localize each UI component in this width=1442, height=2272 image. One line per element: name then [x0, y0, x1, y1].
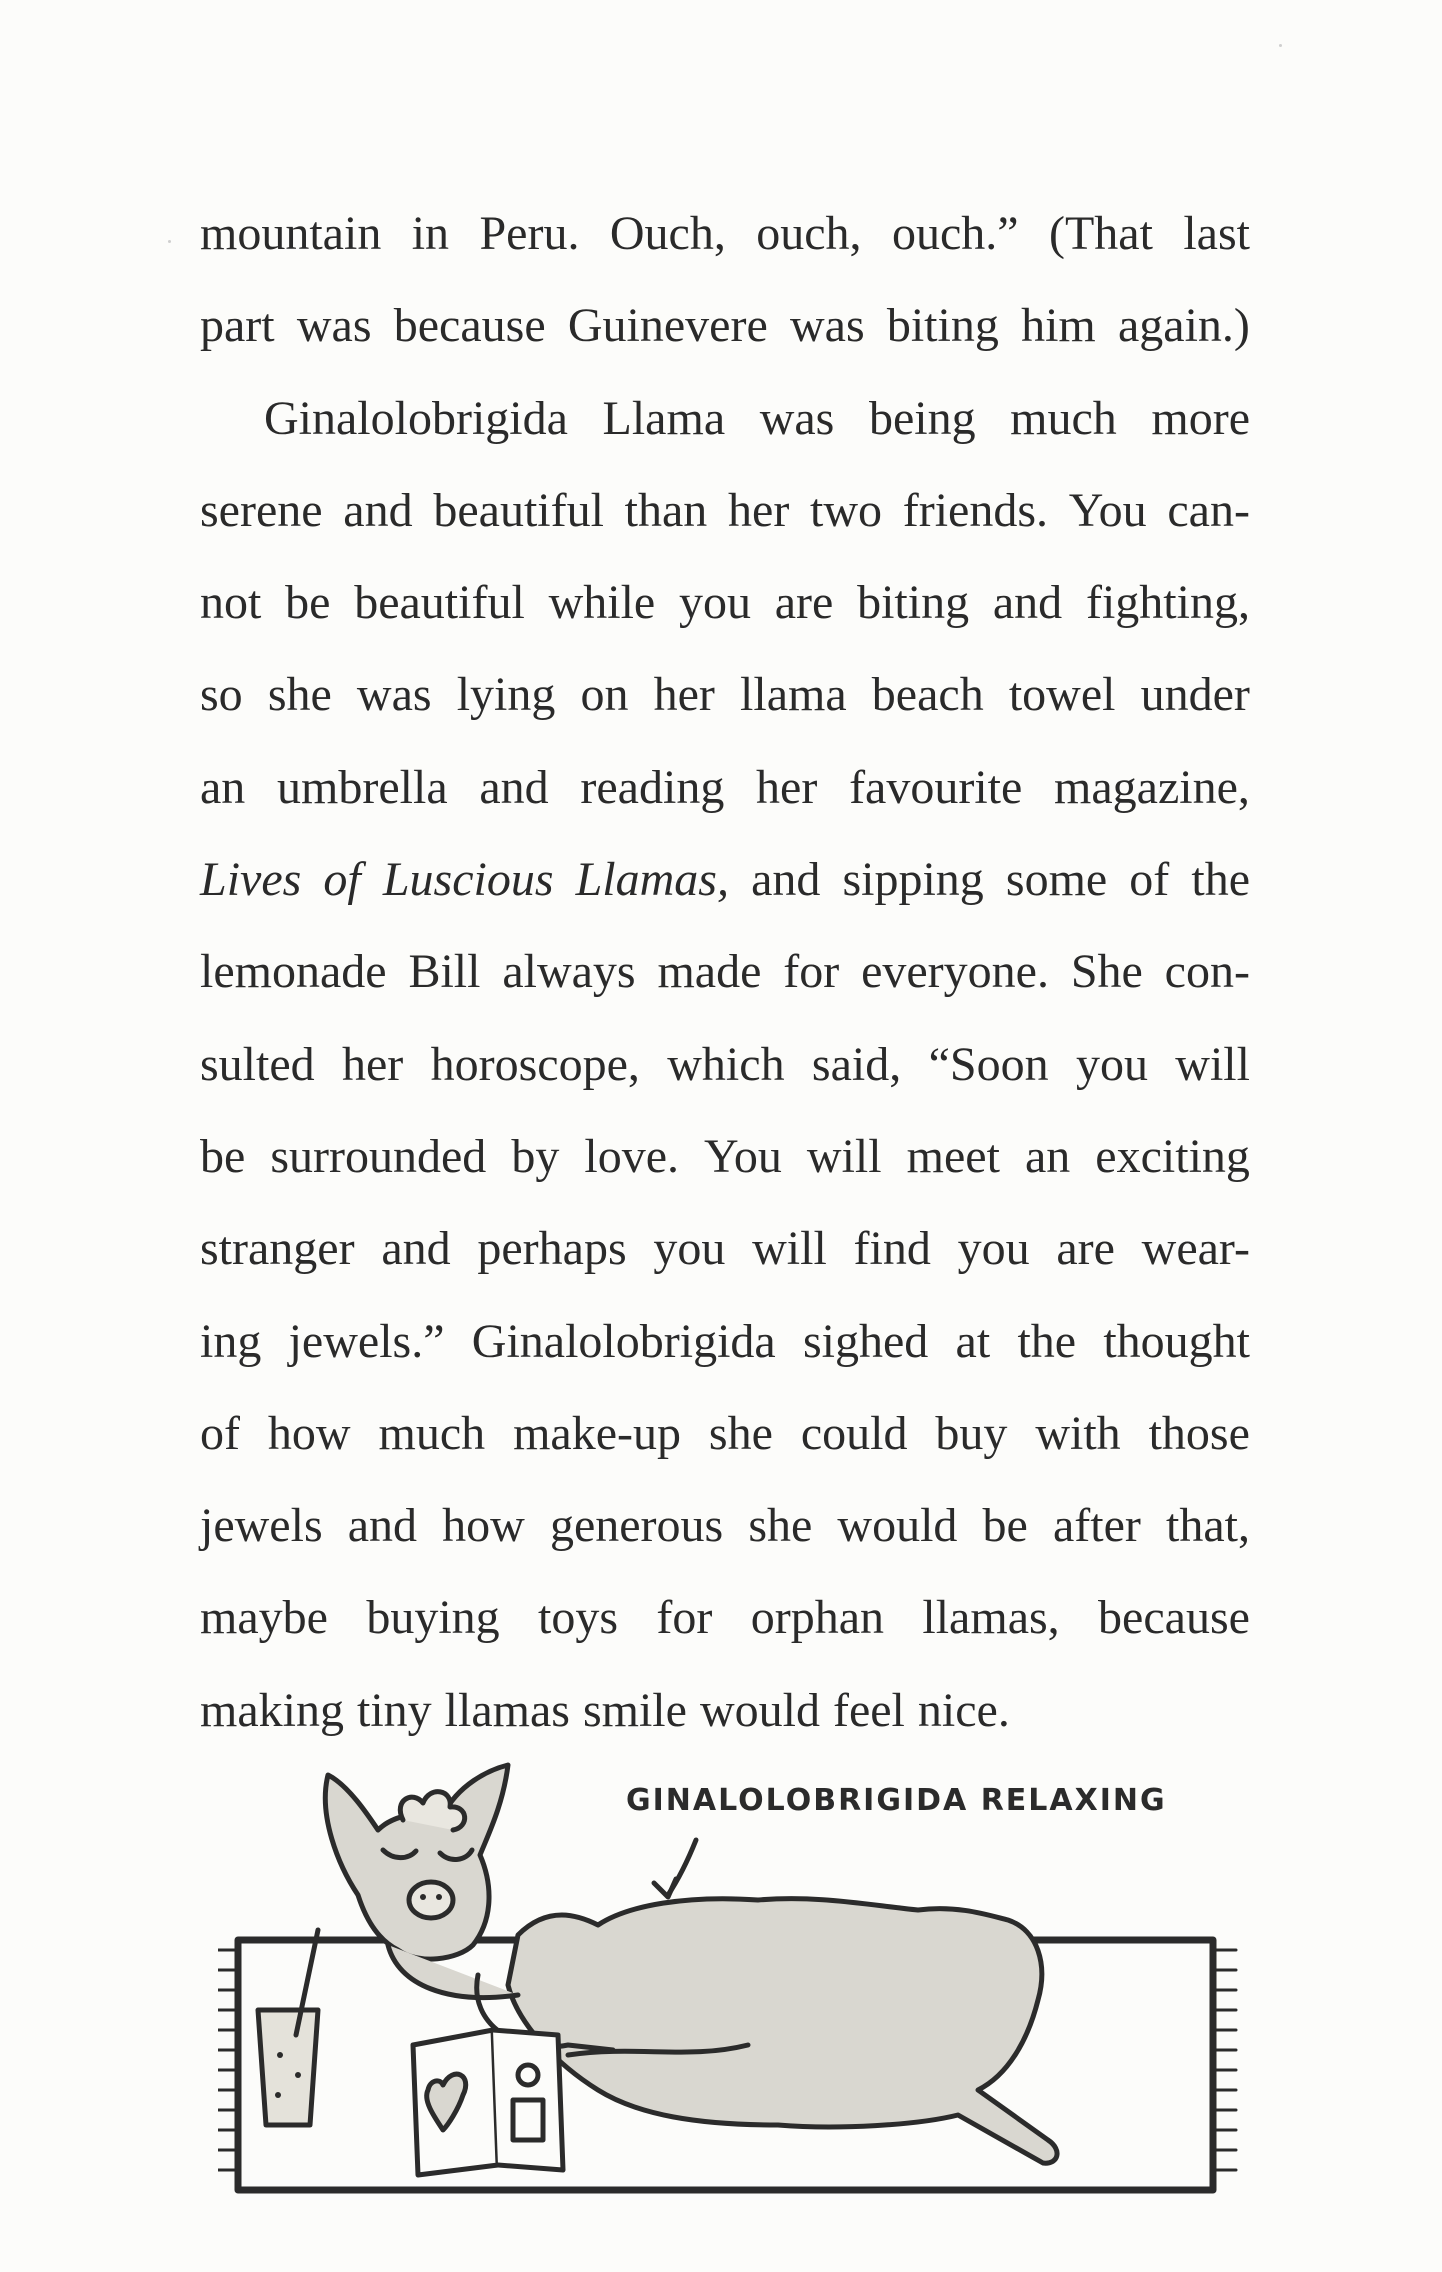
text-line	[200, 1572, 1250, 1664]
word: Bill	[408, 945, 481, 999]
word: some	[1005, 853, 1108, 907]
word: everyone.	[861, 945, 1049, 999]
word: which	[667, 1037, 785, 1091]
word: buying	[366, 1591, 500, 1645]
word: friends.	[902, 483, 1049, 537]
word: are	[774, 576, 834, 630]
text-line	[200, 1388, 1250, 1480]
word: of	[200, 1406, 240, 1460]
text-line	[200, 1480, 1250, 1572]
word: was	[789, 299, 865, 353]
word: again.)	[1117, 299, 1250, 353]
word: her	[342, 1037, 404, 1091]
word: she	[267, 668, 332, 722]
text-line	[200, 557, 1250, 649]
word: you	[678, 576, 751, 630]
word: will	[1175, 1037, 1250, 1091]
word: more	[1151, 391, 1250, 445]
word: not	[200, 576, 262, 630]
word: thought	[1103, 1314, 1250, 1368]
word: sighed	[802, 1314, 929, 1368]
word: llamas	[444, 1683, 570, 1737]
word: how	[442, 1499, 525, 1553]
word: than	[624, 483, 708, 537]
text-line-with-magazine-title	[200, 834, 1250, 926]
word: because	[393, 299, 546, 353]
word: fighting,	[1085, 576, 1250, 630]
word: jewels.”	[288, 1314, 445, 1368]
text-line	[200, 1111, 1250, 1203]
word: could	[800, 1406, 908, 1460]
word: so	[200, 668, 243, 722]
word: sipping	[842, 853, 984, 907]
word: wear-	[1141, 1222, 1250, 1276]
word: her	[653, 668, 715, 722]
word: while	[548, 576, 656, 630]
word: favourite	[849, 760, 1023, 814]
word: Ginalolobrigida	[264, 391, 568, 445]
word: at	[955, 1314, 991, 1368]
word: she	[748, 1499, 813, 1553]
word: an	[1024, 1129, 1071, 1183]
word: make-up	[513, 1406, 681, 1460]
word: part	[200, 299, 275, 353]
text-line	[200, 280, 1250, 372]
word: ing	[200, 1314, 262, 1368]
text-line	[200, 188, 1250, 280]
word: are	[1056, 1222, 1115, 1276]
word: ouch.”	[891, 207, 1019, 260]
word: reading	[580, 760, 725, 814]
paper-speck	[1279, 44, 1282, 47]
word: orphan	[750, 1591, 885, 1645]
word: was	[356, 668, 432, 722]
word: (That	[1048, 207, 1153, 260]
word: Llamas,	[575, 853, 729, 907]
body-text	[200, 188, 1250, 1757]
word: maybe	[200, 1591, 328, 1645]
word: biting	[857, 576, 970, 630]
word: “Soon	[928, 1037, 1049, 1091]
word: tiny	[356, 1683, 432, 1737]
word: surrounded	[270, 1129, 487, 1183]
word: Peru.	[479, 207, 580, 260]
word: generous	[549, 1499, 724, 1553]
word: Ginalolobrigida	[471, 1314, 776, 1368]
word: Ouch,	[609, 207, 726, 260]
word: and	[343, 483, 413, 537]
word: nice.	[917, 1683, 1010, 1737]
word: Lives	[200, 853, 302, 907]
text-line	[200, 649, 1250, 741]
llama-figure	[325, 1765, 1057, 2175]
text-line	[200, 1019, 1250, 1111]
word: and	[347, 1499, 418, 1553]
text-line	[200, 1203, 1250, 1295]
word: be	[200, 1129, 246, 1183]
word: will	[806, 1129, 882, 1183]
word: for	[783, 945, 840, 999]
word: making	[200, 1683, 344, 1737]
word: in	[411, 207, 450, 260]
word: smile	[582, 1683, 687, 1737]
word: on	[580, 668, 629, 722]
word: lying	[456, 668, 556, 722]
word: you	[1075, 1037, 1148, 1091]
word: you	[653, 1222, 726, 1276]
illustration-caption: GINALOLOBRIGIDA RELAXING	[626, 1783, 1167, 1818]
word: llama	[740, 668, 847, 722]
word: llamas,	[922, 1591, 1060, 1645]
word: perhaps	[477, 1222, 627, 1276]
text-line	[200, 1296, 1250, 1388]
word: she	[708, 1406, 773, 1460]
word: by	[511, 1129, 560, 1183]
word: you	[957, 1222, 1030, 1276]
word: because	[1098, 1591, 1250, 1645]
word: and	[381, 1222, 451, 1276]
word: two	[810, 483, 883, 537]
word: those	[1148, 1406, 1250, 1460]
text-line	[200, 742, 1250, 834]
word: umbrella	[277, 760, 448, 814]
word: towel	[1008, 668, 1116, 722]
word: was	[296, 299, 372, 353]
word: con-	[1164, 945, 1250, 999]
word: made	[657, 945, 762, 999]
word: find	[853, 1222, 931, 1276]
word: always	[502, 945, 636, 999]
word: biting	[886, 299, 999, 353]
word: would	[699, 1683, 820, 1737]
word: said,	[811, 1037, 902, 1091]
word: beautiful	[354, 576, 525, 630]
word: will	[752, 1222, 827, 1276]
text-line	[200, 465, 1250, 557]
word: being	[868, 391, 976, 445]
word: You	[1068, 483, 1147, 537]
word: You	[704, 1129, 782, 1183]
word: She	[1070, 945, 1143, 999]
word: much	[378, 1406, 486, 1460]
word: much	[1010, 391, 1117, 445]
word: sulted	[200, 1037, 315, 1091]
word: beach	[871, 668, 984, 722]
word: exciting	[1095, 1129, 1250, 1183]
word: the	[1017, 1314, 1077, 1368]
word: her	[756, 760, 818, 814]
word: ouch,	[756, 207, 862, 260]
word: would	[837, 1499, 958, 1553]
llama-illustration	[218, 1745, 1238, 2215]
word: magazine,	[1054, 760, 1250, 814]
word: an	[200, 760, 246, 814]
text-line	[200, 373, 1250, 465]
word: horoscope,	[430, 1037, 640, 1091]
word: stranger	[200, 1222, 355, 1276]
word: of	[1129, 853, 1170, 907]
word: be	[982, 1499, 1028, 1553]
word: Llama	[602, 391, 726, 445]
word: was	[759, 391, 835, 445]
word: feel	[832, 1683, 905, 1737]
word: and	[479, 760, 549, 814]
word: after	[1052, 1499, 1141, 1553]
word: jewels	[200, 1499, 323, 1553]
word: mountain	[200, 207, 382, 260]
word: can-	[1167, 483, 1250, 537]
word: that,	[1165, 1499, 1250, 1553]
paper-speck	[168, 240, 171, 243]
word: with	[1035, 1406, 1121, 1460]
word: Luscious	[382, 853, 554, 907]
word: how	[267, 1406, 351, 1460]
word: last	[1183, 207, 1250, 260]
word: and	[751, 853, 821, 907]
word: and	[992, 576, 1063, 630]
magazine-icon	[413, 2030, 563, 2175]
word: meet	[906, 1129, 1000, 1183]
word: lemonade	[200, 945, 387, 999]
word: beautiful	[433, 483, 604, 537]
word: of	[323, 853, 361, 907]
word: be	[285, 576, 331, 630]
word: for	[656, 1591, 713, 1645]
text-line	[200, 1665, 1250, 1757]
word: under	[1140, 668, 1250, 722]
text-line	[200, 926, 1250, 1018]
word: him	[1021, 299, 1096, 353]
word: Guinevere	[567, 299, 768, 353]
word: the	[1191, 853, 1250, 907]
word: serene	[200, 483, 323, 537]
word: toys	[538, 1591, 619, 1645]
word: love.	[584, 1129, 679, 1183]
word: buy	[935, 1406, 1008, 1460]
word: her	[728, 483, 790, 537]
